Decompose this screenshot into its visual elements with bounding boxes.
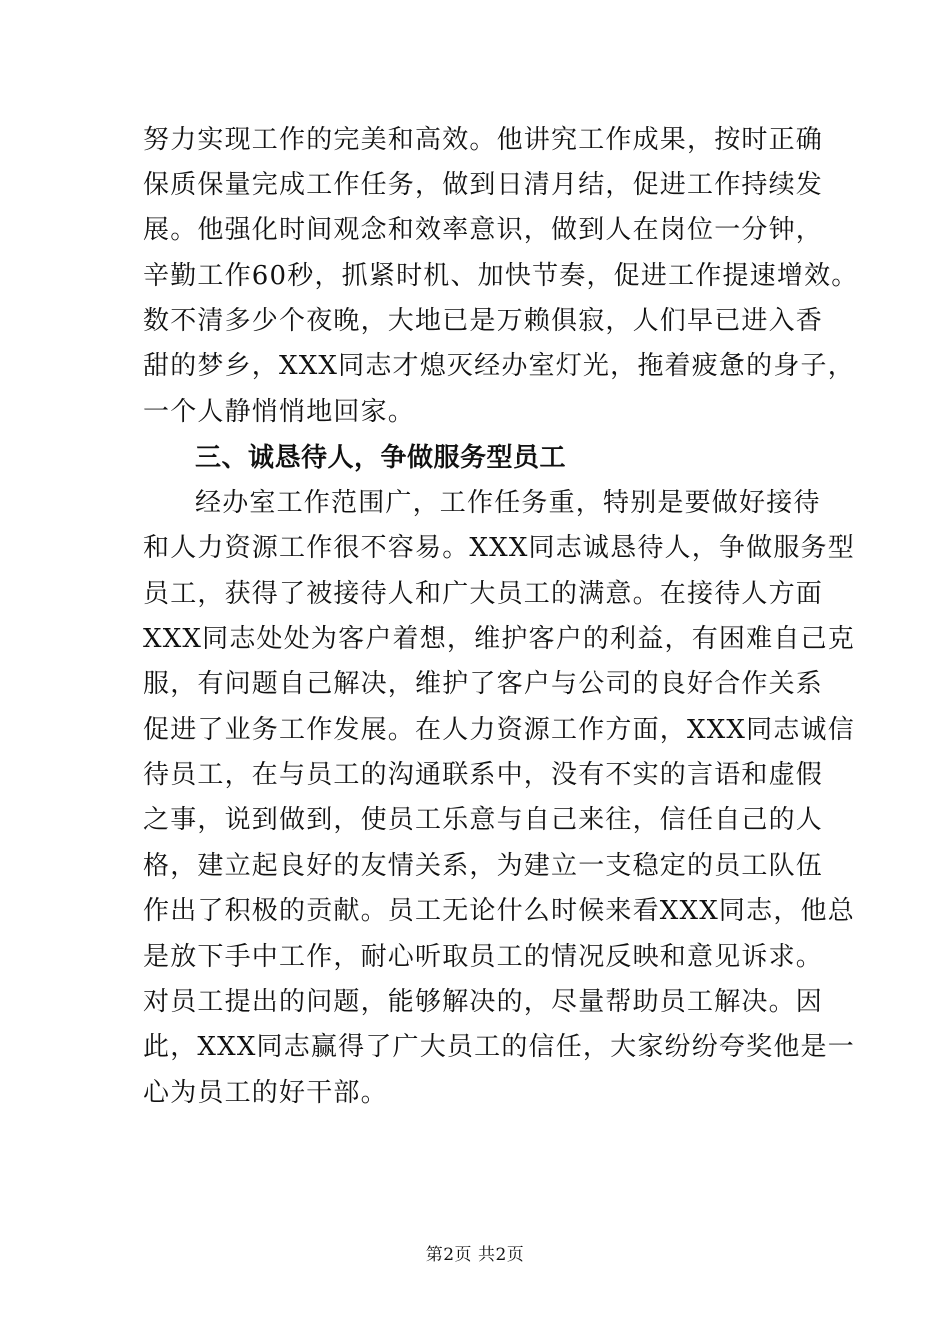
paragraph-line: 心为员工的好干部。	[143, 1078, 388, 1108]
paragraph-line: 促进了业务工作发展。在人力资源工作方面，XXX同志诚信	[143, 715, 855, 745]
paragraph-line: 对员工提出的问题，能够解决的，尽量帮助员工解决。因	[143, 987, 824, 1017]
paragraph-line: 之事，说到做到，使员工乐意与自己来往，信任自己的人	[143, 805, 824, 835]
paragraph-line: 作出了积极的贡献。员工无论什么时候来看XXX同志，他总	[143, 896, 855, 926]
paragraph-line: 和人力资源工作很不容易。XXX同志诚恳待人，争做服务型	[143, 533, 855, 563]
paragraph-line: 格，建立起良好的友情关系，为建立一支稳定的员工队伍	[143, 851, 824, 881]
page-number: 第2页 共2页	[425, 1245, 525, 1265]
paragraph-line: 数不清多少个夜晚，大地已是万赖俱寂，人们早已进入香	[143, 306, 824, 336]
paragraph-line: 展。他强化时间观念和效率意识，做到人在岗位一分钟，	[143, 215, 824, 245]
paragraph-line: 甜的梦乡，XXX同志才熄灭经办室灯光，拖着疲惫的身子，	[143, 351, 855, 381]
paragraph-line: 一个人静悄悄地回家。	[143, 397, 416, 427]
paragraph-line: 是放下手中工作，耐心听取员工的情况反映和意见诉求。	[143, 942, 824, 972]
paragraph-line: 员工，获得了被接待人和广大员工的满意。在接待人方面	[143, 579, 824, 609]
paragraph-line: XXX同志处处为客户着想，维护客户的利益，有困难自己克	[143, 624, 855, 654]
paragraph-line: 努力实现工作的完美和高效。他讲究工作成果，按时正确	[143, 125, 824, 155]
paragraph-line: 服，有问题自己解决，维护了客户与公司的良好合作关系	[143, 669, 824, 699]
section-heading: 三、诚恳待人，争做服务型员工	[195, 443, 567, 473]
paragraph-line: 此，XXX同志赢得了广大员工的信任，大家纷纷夸奖他是一	[143, 1032, 855, 1062]
paragraph-line: 经办室工作范围广，工作任务重，特别是要做好接待	[195, 488, 821, 518]
paragraph-line: 辛勤工作60秒，抓紧时机、加快节奏，促进工作提速增效。	[143, 261, 859, 291]
paragraph-line: 保质保量完成工作任务，做到日清月结，促进工作持续发	[143, 170, 824, 200]
paragraph-line: 待员工，在与员工的沟通联系中，没有不实的言语和虚假	[143, 760, 824, 790]
